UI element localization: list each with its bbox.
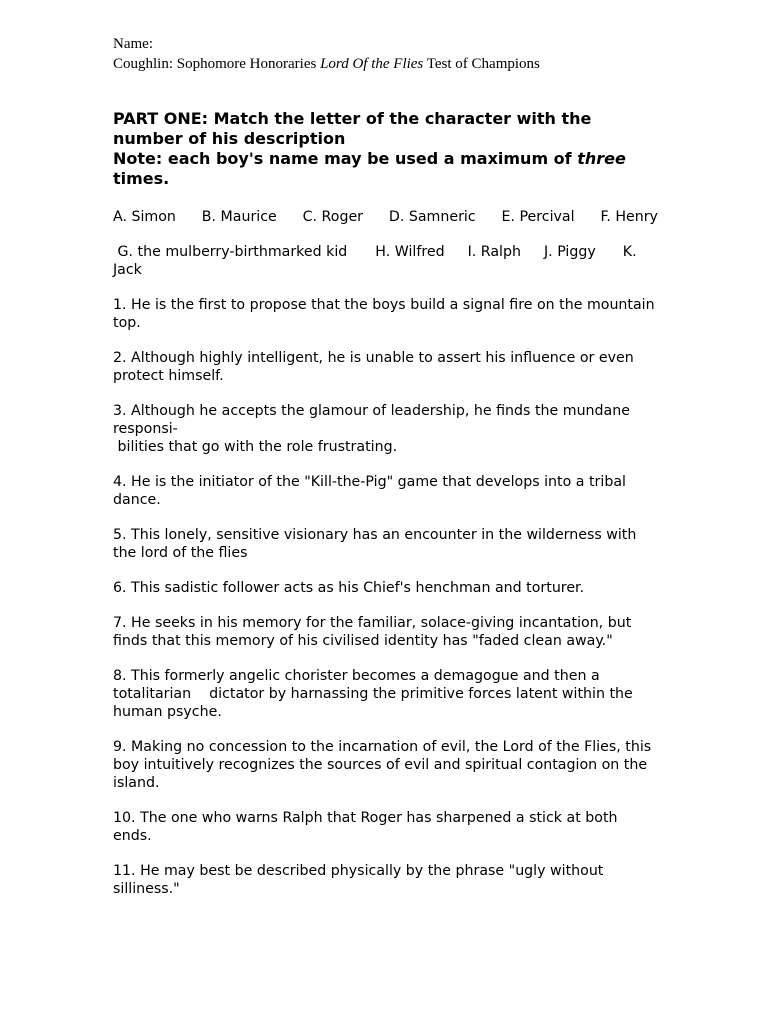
option-h: H. Wilfred	[375, 244, 445, 260]
question-3-continuation: bilities that go with the role frustrating.	[113, 439, 398, 455]
option-a: A. Simon	[113, 209, 176, 225]
question-1: 1. He is the first to propose that the boys build a signal fire on the mountain top.	[113, 297, 655, 331]
part-one-heading: PART ONE: Match the letter of the character with the number of his description	[113, 109, 592, 148]
question-7: 7. He seeks in his memory for the familiar, solace-giving incantation, but finds that this memory of his civilised identity has "faded clean away."	[113, 615, 632, 649]
option-f: F. Henry	[600, 209, 658, 225]
question-4: 4. He is the initiator of the "Kill-the-Pig" game that develops into a tribal dance.	[113, 474, 626, 508]
course-line	[113, 54, 658, 74]
option-j: J. Piggy	[543, 244, 596, 260]
option-i: I. Ralph	[467, 244, 521, 260]
question-11: 11. He may best be described physically by the phrase "ugly without silliness."	[113, 863, 604, 897]
book-title: Lord Of the Flies	[320, 56, 424, 72]
question-3-text: 3. Although he accepts the glamour of leadership, he finds the mundane responsi-	[113, 403, 630, 437]
option-c: C. Roger	[302, 209, 364, 225]
question-10: 10. The one who warns Ralph that Roger has sharpened a stick at both ends.	[113, 810, 618, 844]
note-emphasis: three	[577, 149, 626, 168]
question-8: 8. This formerly angelic chorister becomes a demagogue and then a totalitarian dictator by harnassing the primitive forces latent within the human psyche.	[113, 668, 638, 720]
name-line	[113, 34, 658, 54]
option-k: K. Jack	[113, 244, 637, 278]
question-3	[113, 402, 658, 456]
course-suffix: Test of Champions	[423, 56, 540, 72]
question-6: 6. This sadistic follower acts as his Chief's henchman and torturer.	[113, 580, 585, 596]
option-d: D. Samneric	[388, 209, 476, 225]
name-label: Name:	[113, 36, 153, 52]
option-g: G. the mulberry-birthmarked kid	[117, 244, 348, 260]
question-9: 9. Making no concession to the incarnation of evil, the Lord of the Flies, this boy intuitively recognizes the sources of evil and spiritual contagion on the island.	[113, 739, 652, 791]
worksheet-page	[113, 34, 658, 898]
question-5: 5. This lonely, sensitive visionary has an encounter in the wilderness with the lord of the flies	[113, 527, 637, 561]
character-options-row-2	[113, 243, 658, 279]
option-e: E. Percival	[501, 209, 575, 225]
option-b: B. Maurice	[201, 209, 277, 225]
question-2: 2. Although highly intelligent, he is unable to assert his influence or even protect himself.	[113, 350, 634, 384]
character-options-row-1	[113, 208, 658, 226]
part-one-note	[113, 149, 658, 189]
course-prefix: Coughlin: Sophomore Honoraries	[113, 56, 321, 72]
note-prefix: Note: each boy's name may be used a maximum of	[113, 149, 578, 168]
note-suffix: times.	[113, 169, 170, 188]
